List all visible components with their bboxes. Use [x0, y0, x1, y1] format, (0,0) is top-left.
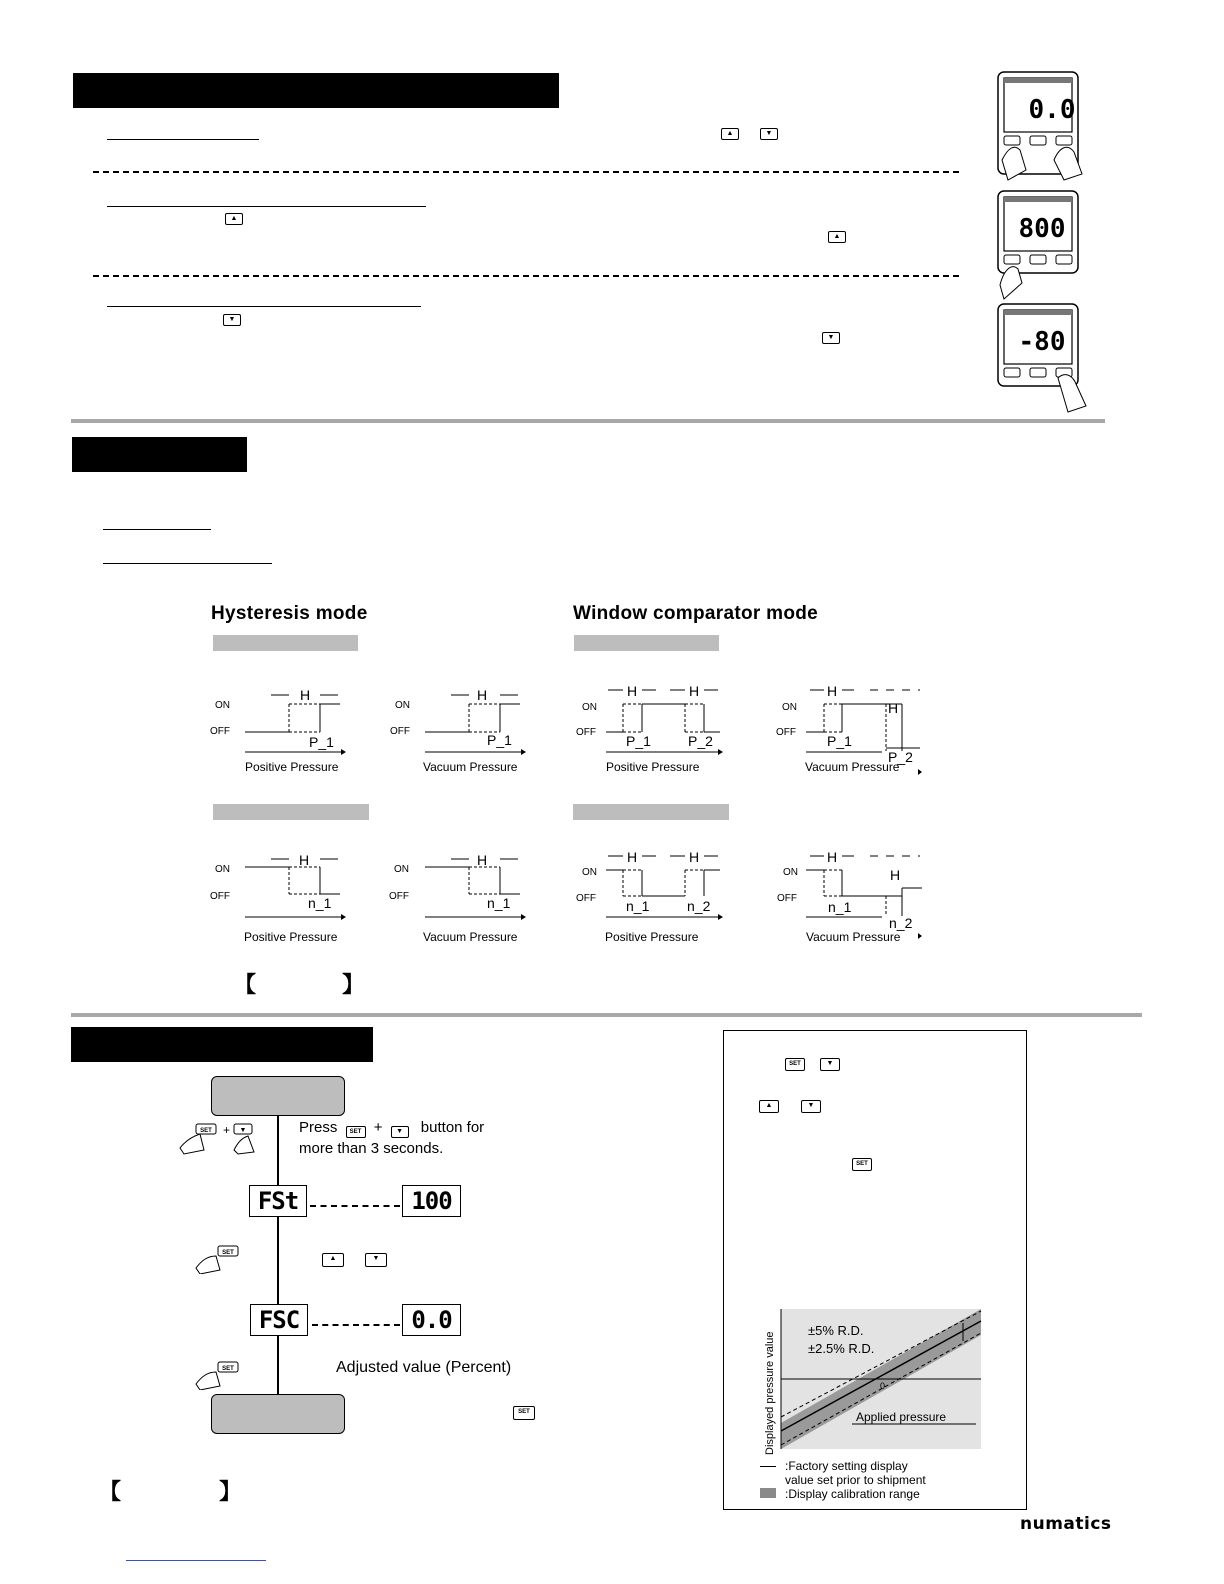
svg-text:P_1: P_1	[487, 732, 512, 748]
svg-text:H: H	[888, 700, 899, 716]
up-button-icon: ▲	[828, 231, 846, 243]
svg-text:Positive Pressure: Positive Pressure	[606, 760, 700, 774]
down-button-icon: ▼	[820, 1058, 840, 1071]
calibration-graph	[758, 1305, 988, 1460]
svg-text:Positive Pressure: Positive Pressure	[244, 930, 338, 944]
svg-text:H: H	[300, 687, 311, 703]
section-divider-2	[71, 1013, 1142, 1017]
press-instruction-line2: more than 3 seconds.	[299, 1140, 444, 1157]
set-button-icon: SET	[513, 1406, 535, 1420]
svg-text:ON: ON	[782, 702, 797, 713]
svg-text:n_1: n_1	[828, 899, 852, 915]
gray-label-band	[213, 635, 358, 651]
svg-text:P_1: P_1	[309, 734, 334, 750]
underline-2	[107, 206, 426, 207]
svg-text:n_2: n_2	[889, 915, 913, 931]
legend-factory-line2: value set prior to shipment	[785, 1473, 926, 1487]
dash-connector	[312, 1324, 400, 1326]
svg-text:Vacuum Pressure: Vacuum Pressure	[806, 930, 901, 944]
svg-text:P_1: P_1	[626, 733, 651, 749]
svg-text:H: H	[827, 683, 838, 699]
underline-4	[103, 529, 211, 530]
down-button-icon: ▼	[223, 314, 241, 326]
dashed-divider-2	[93, 275, 959, 277]
down-button-icon: ▼	[822, 332, 840, 344]
svg-text:±2.5% R.D.: ±2.5% R.D.	[808, 1341, 875, 1356]
down-button-icon: ▼	[391, 1126, 409, 1138]
bottom-bracket-note: 【 】	[99, 1479, 288, 1504]
bottom-link-underline	[126, 1560, 266, 1561]
flow-start-box	[211, 1076, 345, 1116]
up-button-icon: ▲	[322, 1253, 344, 1267]
svg-text:H: H	[890, 867, 901, 883]
device-illustration-1	[994, 70, 1090, 182]
svg-text:H: H	[627, 849, 638, 865]
underline-3	[107, 306, 421, 307]
bracket-note: 【 】	[234, 972, 405, 997]
window-vacuum-no	[770, 683, 930, 778]
hand-press-set-icon	[194, 1360, 244, 1390]
set-button-icon: SET	[346, 1126, 366, 1138]
svg-text:ON: ON	[582, 702, 597, 713]
svg-text:OFF: OFF	[210, 891, 230, 902]
section-header-bar-3	[71, 1027, 373, 1062]
device-display-value: 0.0	[1028, 95, 1076, 125]
svg-text:OFF: OFF	[389, 891, 409, 902]
svg-text:n_1: n_1	[308, 895, 332, 911]
svg-text:H: H	[827, 849, 838, 865]
svg-text:n_2: n_2	[687, 898, 711, 914]
hand-press-set-down-icon	[176, 1120, 264, 1156]
svg-text:H: H	[689, 849, 700, 865]
up-button-icon: ▲	[721, 128, 739, 140]
svg-text:SET: SET	[222, 1366, 234, 1372]
svg-text:ON: ON	[582, 867, 597, 878]
window-comparator-title: Window comparator mode	[573, 603, 818, 624]
svg-text:OFF: OFF	[576, 727, 596, 738]
legend-range-swatch	[760, 1488, 776, 1498]
set-button-icon: SET	[785, 1058, 805, 1071]
down-button-icon: ▼	[801, 1100, 821, 1113]
svg-text:Vacuum Pressure: Vacuum Pressure	[423, 760, 518, 774]
svg-text:Positive Pressure: Positive Pressure	[245, 760, 339, 774]
gray-label-band	[573, 804, 729, 820]
svg-text:Applied pressure: Applied pressure	[856, 1410, 947, 1424]
fst-value-display: 100	[402, 1185, 461, 1217]
svg-text:ON: ON	[395, 700, 410, 711]
hysteresis-positive-nc	[205, 848, 365, 948]
window-positive-no	[568, 683, 738, 778]
fst-display: FSt	[249, 1185, 307, 1217]
adjusted-value-label: Adjusted value (Percent)	[336, 1359, 512, 1376]
svg-text:SET: SET	[200, 1128, 212, 1134]
svg-text:H: H	[627, 683, 638, 699]
svg-text:P_1: P_1	[827, 733, 852, 749]
svg-text:P_2: P_2	[688, 733, 713, 749]
hysteresis-vacuum-no	[385, 683, 545, 778]
svg-text:▼: ▼	[239, 1127, 247, 1134]
device-illustration-2	[994, 189, 1090, 301]
dash-connector	[310, 1205, 400, 1207]
set-button-icon: SET	[852, 1158, 872, 1171]
window-positive-nc	[568, 848, 738, 948]
device-illustration-3	[994, 302, 1090, 414]
fsc-value-display: 0.0	[402, 1304, 461, 1336]
svg-text:Positive Pressure: Positive Pressure	[605, 930, 699, 944]
svg-text:OFF: OFF	[776, 727, 796, 738]
svg-text:OFF: OFF	[390, 726, 410, 737]
device-display-value: -80	[1018, 327, 1066, 357]
flow-end-box	[211, 1394, 345, 1434]
svg-text:SET: SET	[222, 1250, 234, 1256]
hysteresis-positive-no	[205, 683, 365, 778]
up-button-icon: ▲	[759, 1100, 779, 1113]
brand-logo: numatics	[1020, 1514, 1112, 1534]
legend-factory-line1: :Factory setting display	[785, 1459, 908, 1473]
down-button-icon: ▼	[760, 128, 778, 140]
svg-text:OFF: OFF	[210, 726, 230, 737]
svg-text:ON: ON	[394, 864, 409, 875]
dashed-divider-1	[93, 171, 959, 173]
section-header-bar-1	[73, 73, 559, 108]
svg-text:ON: ON	[783, 867, 798, 878]
svg-text:H: H	[477, 852, 488, 868]
gray-label-band	[213, 804, 369, 820]
hysteresis-mode-title: Hysteresis mode	[211, 603, 368, 624]
svg-text:ON: ON	[215, 700, 230, 711]
underline-1	[107, 139, 259, 140]
svg-text:Vacuum Pressure: Vacuum Pressure	[423, 930, 518, 944]
legend-line-sample	[760, 1466, 776, 1467]
press-instruction-line1: Press SET + ▼ button for	[299, 1119, 485, 1136]
fsc-display: FSC	[250, 1304, 308, 1336]
down-button-icon: ▼	[365, 1253, 387, 1267]
section-divider-1	[71, 419, 1105, 423]
gray-label-band	[574, 635, 719, 651]
svg-text:n_1: n_1	[626, 898, 650, 914]
svg-text:P_2: P_2	[888, 749, 913, 765]
flow-vertical-line	[277, 1112, 279, 1398]
section-header-bar-2	[72, 437, 247, 472]
svg-text:n_1: n_1	[487, 895, 511, 911]
svg-text:Vacuum Pressure: Vacuum Pressure	[805, 760, 900, 774]
window-vacuum-nc	[770, 848, 930, 948]
svg-text:Displayed pressure value: Displayed pressure value	[764, 1331, 776, 1455]
legend-range-label: :Display calibration range	[785, 1487, 920, 1501]
svg-text:H: H	[299, 852, 310, 868]
device-display-value: 800	[1018, 214, 1066, 244]
svg-text:±5% R.D.: ±5% R.D.	[808, 1323, 864, 1338]
hysteresis-vacuum-nc	[385, 848, 545, 948]
svg-text:0: 0	[880, 1381, 886, 1391]
svg-text:H: H	[477, 687, 488, 703]
svg-text:OFF: OFF	[576, 893, 596, 904]
svg-text:OFF: OFF	[777, 893, 797, 904]
svg-text:H: H	[689, 683, 700, 699]
up-button-icon: ▲	[225, 213, 243, 225]
svg-text:+: +	[223, 1123, 231, 1137]
hand-press-set-icon	[194, 1244, 244, 1274]
underline-5	[103, 563, 272, 564]
svg-text:ON: ON	[215, 864, 230, 875]
